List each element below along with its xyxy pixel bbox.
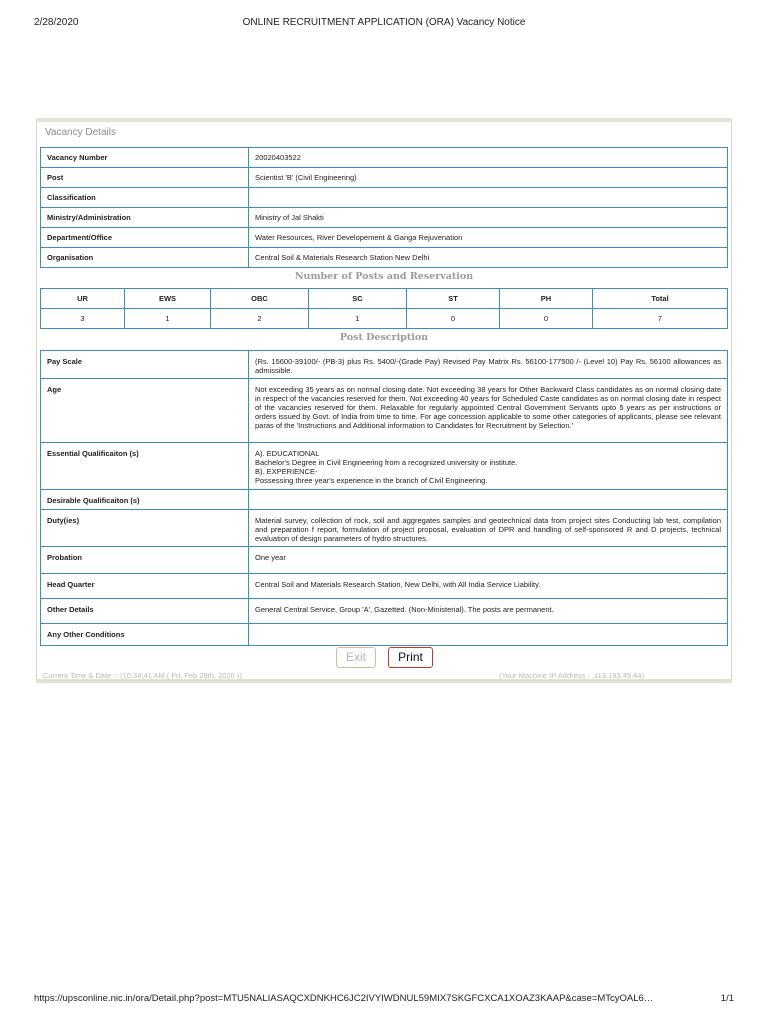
table-row bbox=[41, 168, 728, 188]
print-button[interactable]: Print bbox=[388, 647, 433, 668]
vacancy-panel bbox=[36, 118, 732, 683]
sc-count: 1 bbox=[309, 309, 407, 329]
exit-button[interactable]: Exit bbox=[336, 647, 376, 668]
page-number: 1/1 bbox=[720, 993, 734, 1004]
probation-value: One year bbox=[249, 547, 728, 574]
current-time-status: Current Time & Date :- (10:34:41 AM ( Fri, Feb 28th, 2020 )) bbox=[43, 671, 242, 680]
vacancy-details-table bbox=[40, 147, 728, 268]
table-header-row bbox=[41, 289, 728, 309]
essential-experience-text: Possessing three year's experience in the branch of Civil Engineering. bbox=[255, 476, 488, 485]
vacancy-number-label: Vacancy Number bbox=[41, 148, 249, 168]
duties-label: Duty(ies) bbox=[41, 510, 249, 547]
any-other-conditions-label: Any Other Conditions bbox=[41, 624, 249, 646]
ph-count: 0 bbox=[500, 309, 593, 329]
table-row bbox=[41, 490, 728, 510]
print-url: https://upsconline.nic.in/ora/Detail.php?post=MTU5NALIASAQCXDNKHC6JC2IVYIWDNUL59MIX7SKGFCXCA1XOAZ3KAAP&case=MTcyOAL6… bbox=[34, 993, 654, 1004]
post-description-table bbox=[40, 350, 728, 646]
table-row bbox=[41, 208, 728, 228]
vacancy-number-value: 20020403522 bbox=[249, 148, 728, 168]
total-count: 7 bbox=[593, 309, 728, 329]
essential-educational-heading: A). EDUCATIONAL bbox=[255, 449, 320, 458]
ur-count: 3 bbox=[41, 309, 125, 329]
classification-label: Classification bbox=[41, 188, 249, 208]
organisation-label: Organisation bbox=[41, 248, 249, 268]
col-header-sc: SC bbox=[309, 289, 407, 309]
desirable-qualification-value bbox=[249, 490, 728, 510]
print-footer bbox=[0, 993, 768, 1007]
table-row bbox=[41, 574, 728, 599]
head-quarter-value: Central Soil and Materials Research Station, New Delhi, with All India Service Liability. bbox=[249, 574, 728, 599]
table-row bbox=[41, 228, 728, 248]
table-row bbox=[41, 599, 728, 624]
pay-scale-value: (Rs. 15600-39100/- (PB-3) plus Rs. 5400/-(Grade Pay) Revised Pay Matrix Rs. 56100-177500 /- (Level 10) Pay Rs. 56100 allowances as admissible. bbox=[249, 351, 728, 379]
essential-experience-heading: B). EXPERIENCE- bbox=[255, 467, 318, 476]
table-row bbox=[41, 443, 728, 490]
table-row bbox=[41, 248, 728, 268]
col-header-st: ST bbox=[407, 289, 500, 309]
obc-count: 2 bbox=[211, 309, 309, 329]
print-date: 2/28/2020 bbox=[34, 17, 79, 28]
organisation-value: Central Soil & Materials Research Station New Delhi bbox=[249, 248, 728, 268]
any-other-conditions-value bbox=[249, 624, 728, 646]
table-row bbox=[41, 624, 728, 646]
post-description-title: Post Description bbox=[339, 332, 429, 343]
col-header-total: Total bbox=[593, 289, 728, 309]
col-header-obc: OBC bbox=[211, 289, 309, 309]
duties-value: Material survey, collection of rock, soil and aggregates samples and geotechnical data from project sites Conducting lab test, compilation and preparation f report, formulation of project proposal, evaluation of DPR and handling of self-sponsored R and D projects, technical evaluation of design parameters of hydro structures. bbox=[249, 510, 728, 547]
table-row bbox=[41, 547, 728, 574]
print-title: ONLINE RECRUITMENT APPLICATION (ORA) Vacancy Notice bbox=[242, 17, 526, 28]
ministry-label: Ministry/Administration bbox=[41, 208, 249, 228]
post-value: Scientist 'B' (Civil Engineering) bbox=[249, 168, 728, 188]
table-row bbox=[41, 379, 728, 443]
table-row bbox=[41, 148, 728, 168]
age-label: Age bbox=[41, 379, 249, 443]
head-quarter-label: Head Quarter bbox=[41, 574, 249, 599]
col-header-ews: EWS bbox=[125, 289, 211, 309]
col-header-ph: PH bbox=[500, 289, 593, 309]
desirable-qualification-label: Desirable Qualificaiton (s) bbox=[41, 490, 249, 510]
table-row bbox=[41, 309, 728, 329]
posts-reservation-table bbox=[40, 288, 728, 329]
essential-educational-text: Bachelor's Degree in Civil Engineering from a recognized university or institute. bbox=[255, 458, 518, 467]
print-header bbox=[0, 17, 768, 31]
essential-qualification-label: Essential Qualificaiton (s) bbox=[41, 443, 249, 490]
table-row bbox=[41, 510, 728, 547]
classification-value bbox=[249, 188, 728, 208]
department-value: Water Resources, River Developement & Ganga Rejuvenation bbox=[249, 228, 728, 248]
other-details-label: Other Details bbox=[41, 599, 249, 624]
ews-count: 1 bbox=[125, 309, 211, 329]
age-value: Not exceeding 35 years as on normal closing date. Not exceeding 38 years for Other Backward Class candidates as on normal closing date in respect of the vacancies reserved for them. Not exceeding 40 years for Scheduled Caste candidates as on normal closing date in respect of the vacancies reserved for them. Relaxable for regularly appointed Central Government Servants upto 5 years as per instructions or orders issued by Govt. of India from time to time. For age concession applicable to some other categories of applicants, please see relevant paras of the 'Instructions and Additional information to Candidates for Recruitment by Selection.' bbox=[249, 379, 728, 443]
department-label: Department/Office bbox=[41, 228, 249, 248]
st-count: 0 bbox=[407, 309, 500, 329]
table-row bbox=[41, 188, 728, 208]
table-row bbox=[41, 351, 728, 379]
machine-ip-status: (Your Machine IP Address - :113.193.49.44) bbox=[499, 671, 644, 680]
other-details-value: General Central Service, Group 'A', Gazetted. (Non-Ministerial). The posts are permanent. bbox=[249, 599, 728, 624]
ministry-value: Ministry of Jal Shakti bbox=[249, 208, 728, 228]
post-label: Post bbox=[41, 168, 249, 188]
col-header-ur: UR bbox=[41, 289, 125, 309]
essential-qualification-value bbox=[249, 443, 728, 490]
pay-scale-label: Pay Scale bbox=[41, 351, 249, 379]
posts-section-title: Number of Posts and Reservation bbox=[294, 271, 474, 282]
probation-label: Probation bbox=[41, 547, 249, 574]
vacancy-legend: Vacancy Details bbox=[45, 127, 116, 138]
